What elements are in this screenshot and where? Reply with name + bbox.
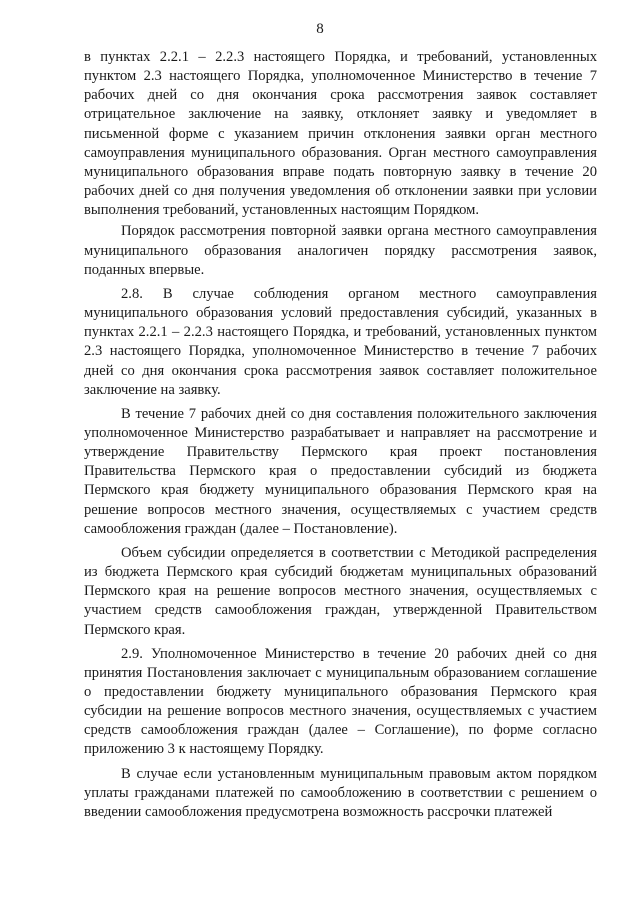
document-body [84,48,597,822]
paragraph-continuation: в пунктах 2.2.1 – 2.2.3 настоящего Порядка, и требований, установленных пунктом 2.3 настоящего Порядка, уполномоченное Министерство в течение 7 рабочих дней со дня окончания срока рассмотрения заявок составляет отрицательное заключение на заявку, отклоняет заявку и уведомляет в письменной форме с указанием причин отклонения заявки орган местного самоуправления муниципального образования. Орган местного самоуправления муниципального образования вправе подать повторную заявку в течение 20 рабочих дней со дня получения уведомления об отклонении заявки при условии выполнения требований, установленных настоящим Порядком. [84,49,597,219]
paragraph-2-9: 2.9. Уполномоченное Министерство в течение 20 рабочих дней со дня принятия Постановления заключает с муниципальным образованием соглашение о предоставлении бюджету муниципального образования Пермского края субсидии на решение вопросов местного значения, осуществляемых с участием средств самообложения граждан (далее – Соглашение), по форме согласно приложению 3 к настоящему Порядку. [84,645,597,758]
paragraph-installments: В случае если установленным муниципальным правовым актом порядком уплаты гражданами платежей по самообложению в соответствии с решением о введении самообложения предусмотрена возможность рассрочки платежей [84,765,597,820]
page-number: 8 [316,21,324,37]
paragraph-resolution-draft: В течение 7 рабочих дней со дня составления положительного заключения уполномоченное Министерство разрабатывает и направляет на рассмотрение и утверждение Правительству Пермского края проект постановления Правительства Пермского края о предоставлении субсидий из бюджета Пермского края бюджету муниципального образования Пермского края на решение вопросов местного значения, осуществляемых с участием средств самообложения граждан (далее – Постановление). [84,405,597,537]
paragraph-2-8: 2.8. В случае соблюдения органом местного самоуправления муниципального образования условий предоставления субсидий, указанных в пунктах 2.2.1 – 2.2.3 настоящего Порядка, и требований, установленных пунктом 2.3 настоящего Порядка, уполномоченное Министерство в течение 7 рабочих дней со дня окончания срока рассмотрения заявок составляет положительное заключение на заявку. [84,285,597,398]
paragraph-repeat-application: Порядок рассмотрения повторной заявки органа местного самоуправления муниципального образования аналогичен порядку рассмотрения заявок, поданных впервые. [84,223,597,278]
paragraph-subsidy-volume: Объем субсидии определяется в соответствии с Методикой распределения из бюджета Пермского края субсидий бюджетам муниципальных образований Пермского края на решение вопросов местного значения, осуществляемых с участием средств самообложения граждан, утвержденной Правительством Пермского края. [84,544,597,638]
